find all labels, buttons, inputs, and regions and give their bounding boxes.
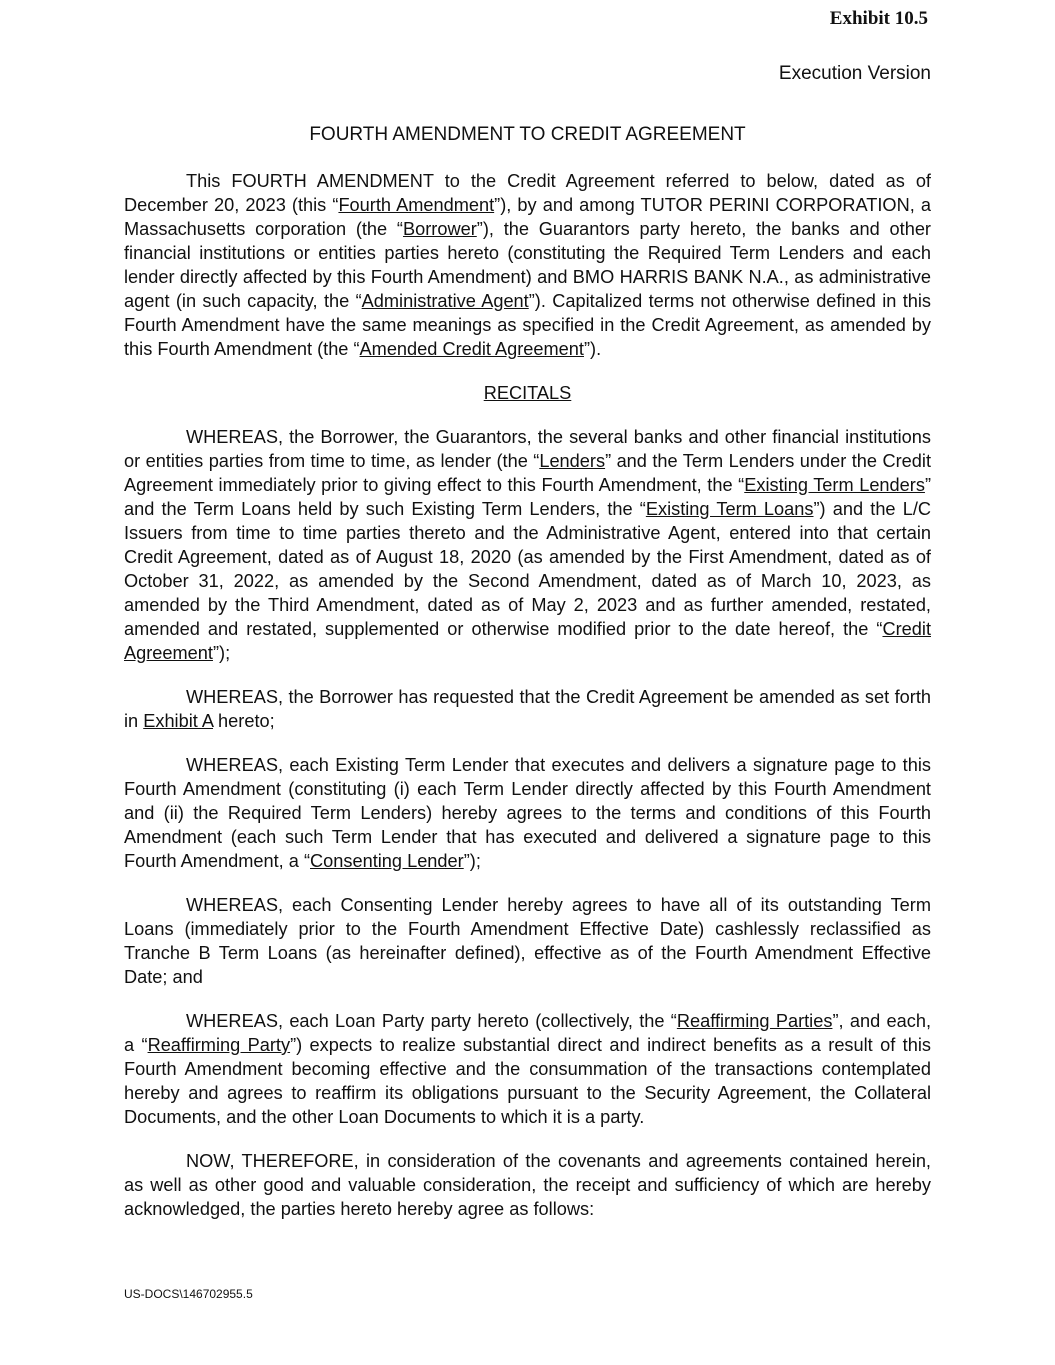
defined-term: Fourth Amendment: [338, 195, 495, 215]
defined-term: Reaffirming Party: [147, 1035, 291, 1055]
recital-text: WHEREAS, the Borrower, the Guarantors, the several banks and other financial institutions or entities parties from time to time, as lender (the “: [124, 427, 931, 471]
intro-text: ”), by and among TUTOR PERINI CORPORATION, a Massachusetts corporation (the “: [124, 195, 931, 239]
exhibit-reference: Exhibit A: [143, 711, 213, 731]
document-footer-id: US-DOCS\146702955.5: [124, 1287, 253, 1301]
version-label: Execution Version: [778, 63, 931, 84]
recital-text: ”) expects to realize substantial direct and indirect benefits as a result of this Fourth Amendment becoming effective and the consummation of the transactions contemplated hereby and agrees to reaffirm its obligations pursuant to the Security Agreement, the Collateral Documents, and the other Loan Documents to which it is a party.: [124, 1035, 931, 1127]
recital-paragraph: [124, 425, 931, 665]
recital-text: WHEREAS, each Loan Party party hereto (collectively, the “: [186, 1011, 677, 1031]
closing-paragraph: NOW, THEREFORE, in consideration of the covenants and agreements contained herein, as well as other good and valuable consideration, the receipt and sufficiency of which are hereby acknowledged, the parties hereto hereby agree as follows:: [124, 1151, 931, 1219]
document-body: [124, 169, 931, 1241]
recital-paragraph: [124, 685, 931, 733]
recital-text: WHEREAS, the Borrower has requested that the Credit Agreement be amended as set forth in: [124, 687, 931, 731]
intro-text: ”), the Guarantors party hereto, the banks and other financial institutions or entities parties hereto (constituting the Required Term Lenders and each lender directly affected by this Fourth Amendment) and BMO HARRIS BANK N.A., as administrative agent (in such capacity, the “: [124, 219, 931, 311]
recital-paragraph: [124, 1009, 931, 1129]
recitals-heading: [124, 381, 931, 405]
recital-text: ”, and each, a “: [124, 1011, 931, 1055]
recital-paragraph: [124, 753, 931, 873]
intro-text: ”). Capitalized terms not otherwise defined in this Fourth Amendment have the same meanings as specified in the Credit Agreement, as amended by this Fourth Amendment (the “: [124, 291, 932, 359]
defined-term: Lenders: [539, 451, 606, 471]
exhibit-label: Exhibit 10.5: [829, 8, 928, 29]
intro-paragraph: [124, 169, 931, 361]
recital-text: ” and the Term Loans held by such Existing Term Lenders, the “: [124, 475, 931, 519]
recital-text: ”);: [463, 851, 481, 871]
recital-text: WHEREAS, each Existing Term Lender that executes and delivers a signature page to this Fourth Amendment (constituting (i) each Term Lender directly affected by this Fourth Amendment and (ii) the Required Term Lenders) hereby agrees to the terms and conditions of this Fourth Amendment (each such Term Lender that has executed and delivered a signature page to this Fourth Amendment, a “: [124, 755, 931, 871]
defined-term: Credit Agreement: [124, 619, 931, 663]
defined-term: Amended Credit Agreement: [359, 339, 584, 359]
defined-term: Consenting Lender: [310, 851, 464, 871]
defined-term: Reaffirming Parties: [676, 1011, 833, 1031]
recitals-heading-text: RECITALS: [483, 383, 572, 403]
document-title: FOURTH AMENDMENT TO CREDIT AGREEMENT: [309, 124, 746, 145]
recital-text: hereto;: [212, 711, 275, 731]
defined-term: Existing Term Loans: [645, 499, 814, 519]
recital-paragraph: WHEREAS, each Consenting Lender hereby agrees to have all of its outstanding Term Loans (immediately prior to the Fourth Amendment Effective Date) cashlessly reclassified as Tranche B Term Loans (as hereinafter defined), effective as of the Fourth Amendment Effective Date; and: [124, 895, 931, 987]
intro-text: This FOURTH AMENDMENT to the Credit Agreement referred to below, dated as of December 20, 2023 (this “: [124, 171, 931, 215]
intro-text: ”).: [583, 339, 602, 359]
recital-text: ” and the Term Lenders under the Credit Agreement immediately prior to giving effect to this Fourth Amendment, the “: [124, 451, 931, 495]
defined-term: Administrative Agent: [361, 291, 529, 311]
defined-term: Existing Term Lenders: [744, 475, 925, 495]
defined-term: Borrower: [402, 219, 477, 239]
recital-text: ”) and the L/C Issuers from time to time parties thereto and the Administrative Agent, entered into that certain Credit Agreement, dated as of August 18, 2020 (as amended by the First Amendment, dated as of October 31, 2022, as amended by the Second Amendment, dated as of March 10, 2023, as amended by the Third Amendment, dated as of May 2, 2023 and as further amended, restated, amended and restated, supplemented or otherwise modified prior to the date hereof, the “: [124, 499, 932, 639]
recital-text: ”);: [212, 643, 231, 663]
